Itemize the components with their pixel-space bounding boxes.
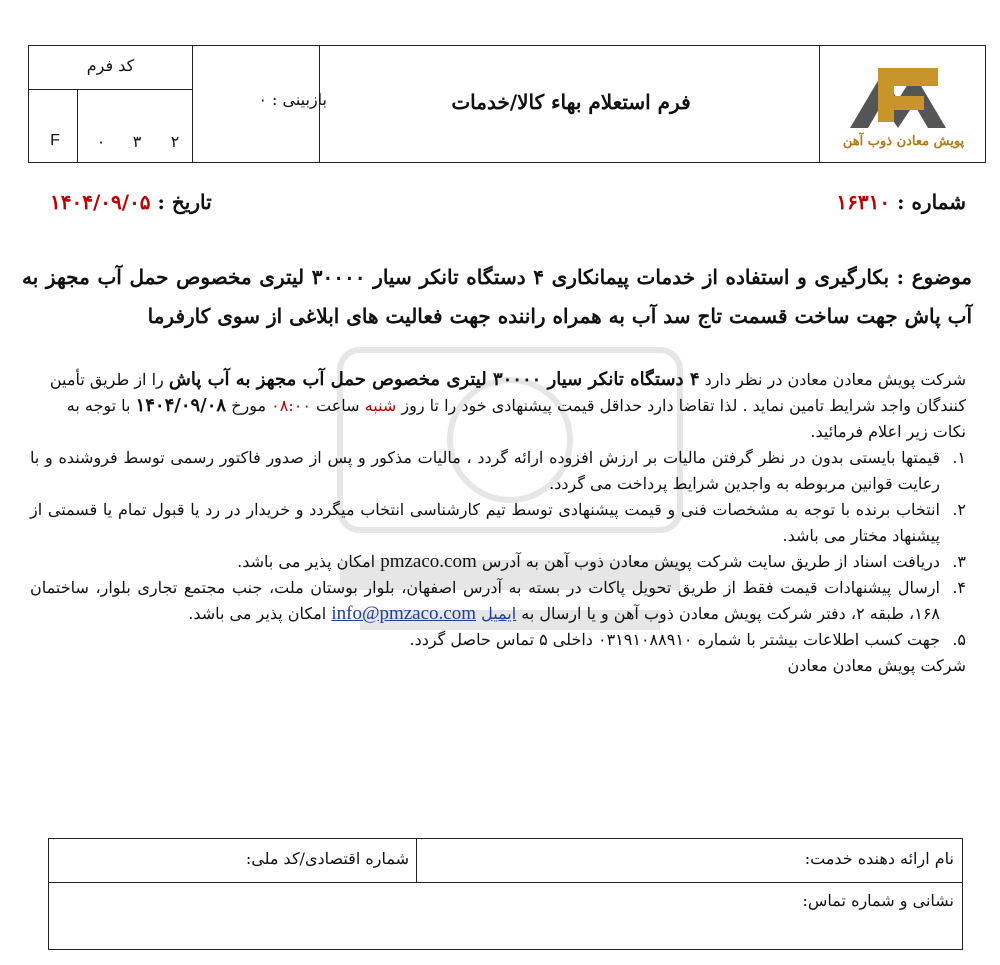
letter-date: [50, 190, 212, 214]
letter-body: [30, 367, 966, 679]
email-word: ایمیل: [481, 604, 517, 623]
logo-text: پویش معادن ذوب آهن: [842, 134, 965, 149]
list-item: ۳. دریافت اسناد از طریق سایت شرکت پویش معادن ذوب آهن به آدرس pmzaco.com امکان پذیر می باشد.: [237, 551, 966, 572]
list-item: ۵. جهت کسب اطلاعات بیشتر با شماره ۰۳۱۹۱۰۸۸۹۱۰ داخلی ۵ تماس حاصل گردد.: [409, 630, 966, 649]
list-item: ۴. ارسال پیشنهادات قیمت فقط از طریق تحویل پاکات در بسته به آدرس اصفهان، بلوار بوستان ملت، جنب مجتمع تجاری بلوار، ساختمان ۱۶۸، طبقه ۲، دفتر شرکت پویش معادن ذوب آهن و یا ارسال به ایمیل info@pmzaco.com امکان پذیر می باشد.: [30, 578, 966, 624]
list-item: ۱. قیمتها بایستی بدون در نظر گرفتن مالیات بر ارزش افزوده ارائه گردد ، مالیات مذکور و پس از صدور فاکتور رسمی توسط فروشنده و با رعایت قوانین مربوطه به واجدین شرایط پرداخت می گردد.: [30, 448, 966, 493]
intro-text: با توجه به نکات زیر اعلام فرمائید.: [66, 396, 966, 441]
subject-heading: موضوع : بکارگیری و استفاده از خدمات پیمانکاری ۴ دستگاه تانکر سیار ۳۰۰۰۰ لیتری مخصوص حمل آب مجهز به آب پاش جهت ساخت قسمت تاج سد آب به همراه راننده جهت فعالیت های ابلاغی از سوی کارفرما: [22, 265, 972, 328]
letter-number: [836, 190, 966, 214]
form-code-digit: F: [50, 132, 60, 149]
deadline-time: ۰۸:۰۰: [271, 396, 311, 415]
email-link[interactable]: info@pmzaco.com: [331, 603, 476, 624]
intro-text: شرکت پویش معادن معادن در نظر دارد: [704, 370, 966, 389]
provider-name-label: نام ارائه دهنده خدمت:: [804, 849, 954, 868]
deadline-day: شنبه: [364, 396, 397, 415]
website-address: pmzaco.com: [380, 551, 477, 572]
date-value: ۱۴۰۴/۰۹/۰۵: [50, 190, 151, 214]
intro-highlight: ۴ دستگاه تانکر سیار ۳۰۰۰۰ لیتری مخصوص حمل آب مجهز به آب پاش: [168, 369, 700, 390]
header-table: [28, 45, 986, 163]
supplier-info-table: [48, 838, 963, 950]
number-label: شماره :: [897, 190, 966, 214]
deadline-date: ۱۴۰۴/۰۹/۰۸: [135, 395, 227, 416]
form-code-label: کد فرم: [86, 56, 135, 75]
date-label: تاریخ :: [157, 190, 212, 214]
signature: شرکت پویش معادن معادن: [787, 656, 966, 675]
intro-paragraph: [30, 367, 966, 445]
form-title: فرم استعلام بهاء کالا/خدمات: [451, 90, 691, 114]
form-code-digit: ۳: [132, 132, 142, 151]
conditions-list: [30, 445, 966, 653]
list-item: ۲. انتخاب برنده با توجه به مشخصات فنی و قیمت پیشنهادی توسط تیم کارشناسی انتخاب میگردد و خریدار در رد یا قبول تمام یا قسمتی از پیشنهاد مختار می باشد.: [30, 500, 966, 545]
economic-code-label: شماره اقتصادی/کد ملی:: [245, 849, 409, 868]
form-code-digit: ۲: [170, 132, 180, 151]
address-phone-label: نشانی و شماره تماس:: [802, 891, 954, 910]
company-logo: [820, 46, 987, 163]
revision-label: بازبینی : ۰: [258, 90, 327, 109]
intro-text: مورخ: [231, 396, 267, 415]
form-code-digit: ۰: [96, 132, 106, 151]
intro-text: را از طریق تأمین کنندگان واجد شرایط تامین نماید . لذا تقاضا دارد حداقل قیمت پیشنهادی خود را تا روز: [49, 370, 966, 415]
number-value: ۱۶۳۱۰: [836, 190, 891, 214]
intro-text: ساعت: [316, 396, 360, 415]
